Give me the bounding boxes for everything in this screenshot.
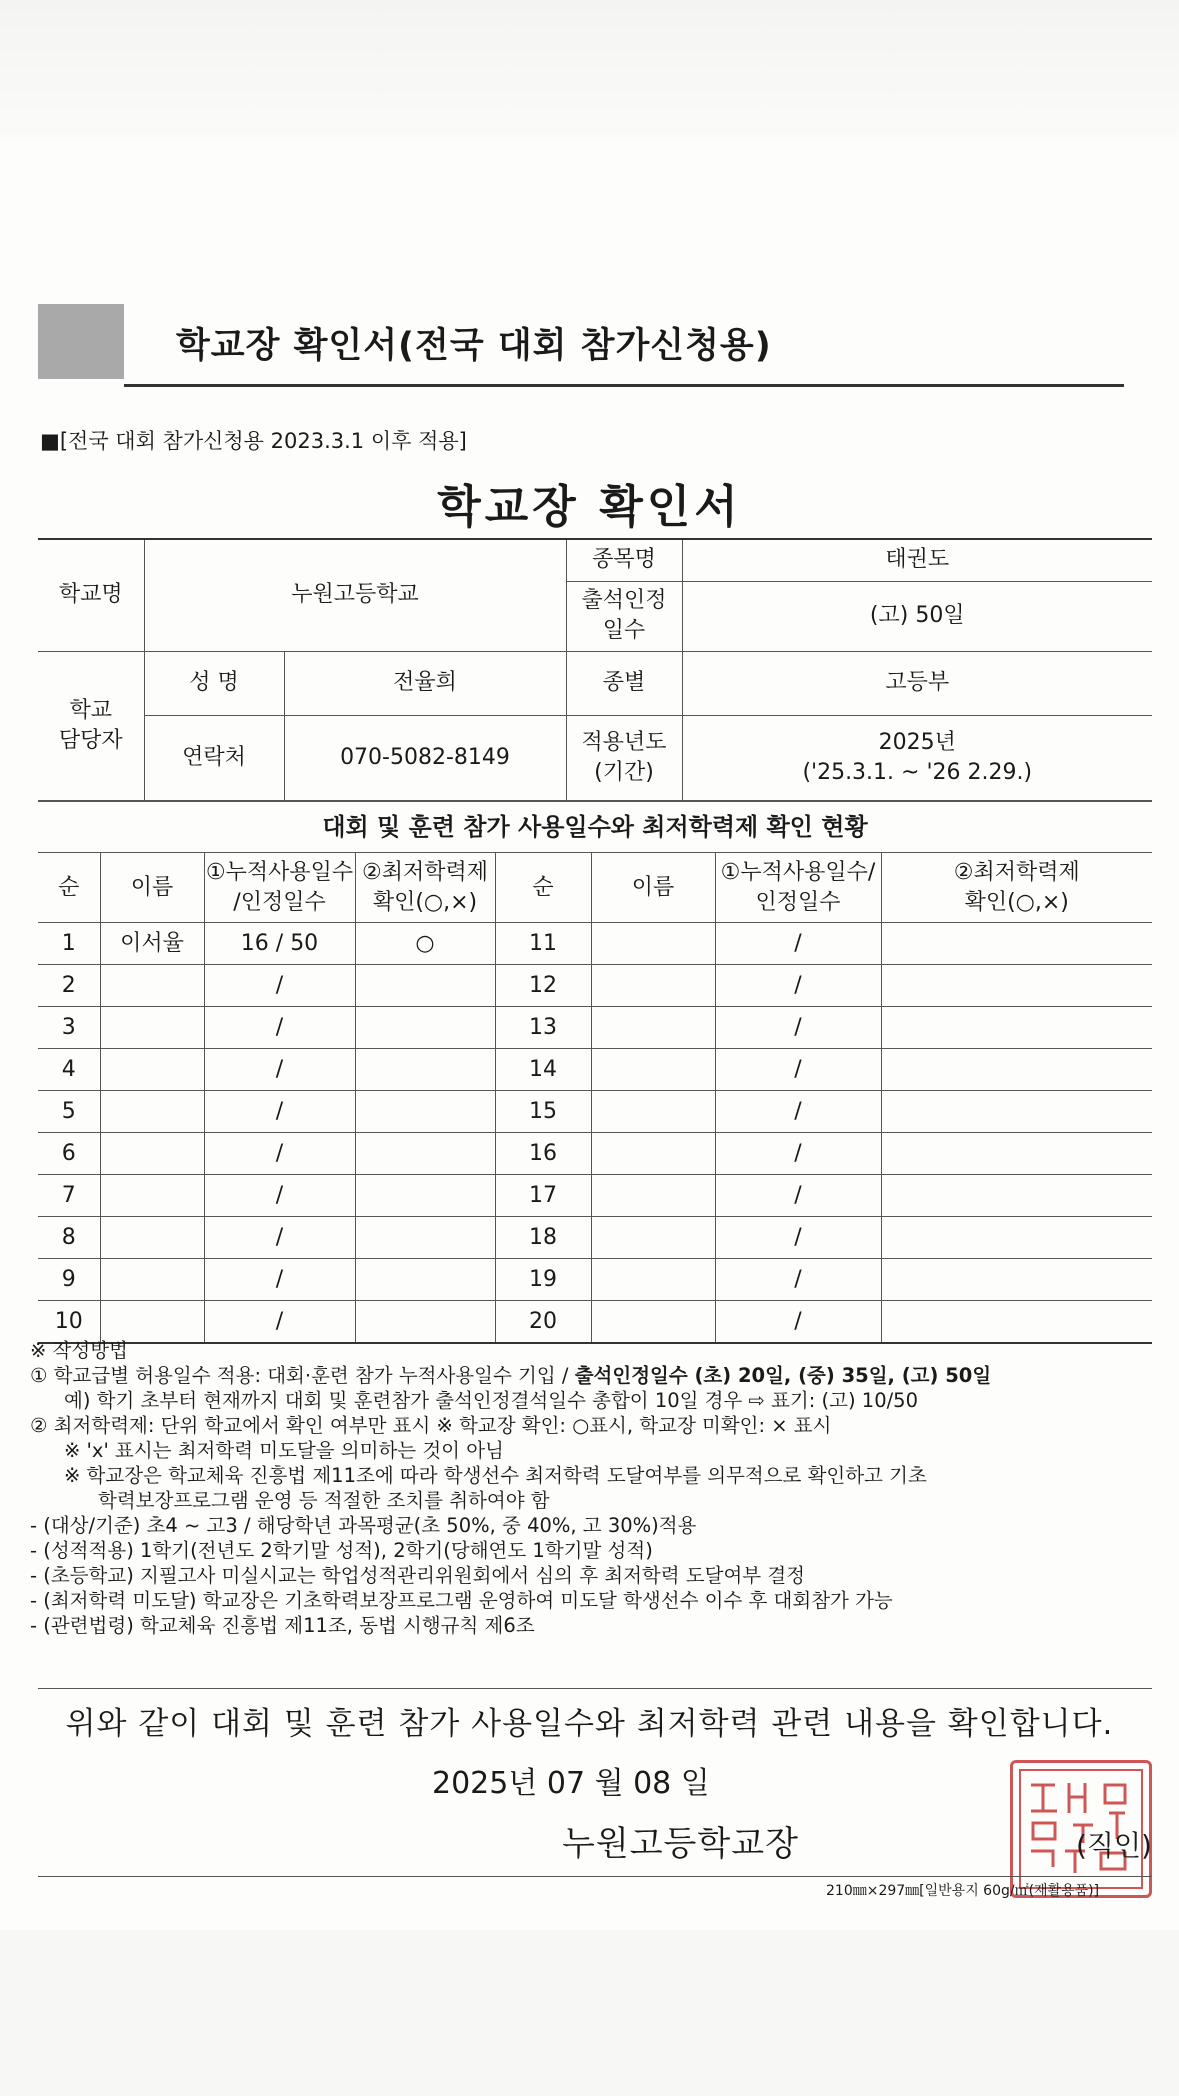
note-1: ① 학교급별 허용일수 적용: 대회·훈련 참가 누적사용일수 기입 / 출석인정일수 (초) 20일, (중) 35일, (고) 50일: [30, 1364, 992, 1387]
row-days-right: /: [715, 1301, 881, 1344]
col-days-right: ①누적사용일수/ 인정일수: [715, 853, 881, 923]
row-no-right: 16: [495, 1133, 591, 1175]
row-check-right: [881, 1091, 1152, 1133]
row-name-right: [591, 1175, 715, 1217]
row-no-left: 9: [38, 1259, 100, 1301]
table-row: [38, 1217, 1152, 1259]
row-name-left: [100, 1259, 204, 1301]
row-days-left: /: [204, 1133, 355, 1175]
row-check-right: [881, 1301, 1152, 1344]
row-name-left: [100, 1007, 204, 1049]
school-value: 누원고등학교: [144, 539, 566, 651]
row-no-right: 17: [495, 1175, 591, 1217]
year-value: 2025년 ('25.3.1. ~ '26 2.29.): [682, 715, 1152, 801]
row-name-right: [591, 1301, 715, 1344]
row-no-right: 18: [495, 1217, 591, 1259]
row-check-right: [881, 923, 1152, 965]
col-name-left: 이름: [100, 853, 204, 923]
row-days-left: /: [204, 1217, 355, 1259]
row-no-left: 2: [38, 965, 100, 1007]
row-days-left: /: [204, 1175, 355, 1217]
footer-rule: [38, 1876, 1152, 1877]
event-value: 태권도: [682, 539, 1152, 581]
notes-rule: [38, 1688, 1152, 1689]
row-check-left: [355, 1091, 495, 1133]
row-no-left: 5: [38, 1091, 100, 1133]
col-no-right: 순: [495, 853, 591, 923]
detail-4: - (최저학력 미도달) 학교장은 기초학력보장프로그램 운영하여 미도달 학생선수 이수 후 대회참가 가능: [30, 1589, 893, 1612]
col-check-right: ②최저학력제 확인(○,×): [881, 853, 1152, 923]
row-days-left: /: [204, 1049, 355, 1091]
row-days-right: /: [715, 923, 881, 965]
row-no-right: 14: [495, 1049, 591, 1091]
row-name-right: [591, 1133, 715, 1175]
row-days-right: /: [715, 1175, 881, 1217]
attendance-label: 출석인정 일수: [566, 581, 682, 651]
note-2-x: ※ 'x' 표시는 최저학력 미도달을 의미하는 것이 아님: [64, 1439, 504, 1462]
row-days-right: /: [715, 1091, 881, 1133]
table-row: [38, 965, 1152, 1007]
table-row: [38, 1259, 1152, 1301]
row-check-right: [881, 1007, 1152, 1049]
row-name-left: [100, 1049, 204, 1091]
note-2-law-2: 학력보장프로그램 운영 등 적절한 조치를 취하여야 함: [98, 1489, 550, 1512]
row-days-right: /: [715, 1259, 881, 1301]
row-check-left: ○: [355, 923, 495, 965]
issue-date: 2025년 07 월 08 일: [432, 1766, 710, 1801]
school-label: 학교명: [38, 539, 144, 651]
row-name-right: [591, 1217, 715, 1259]
row-no-right: 11: [495, 923, 591, 965]
row-name-right: [591, 1007, 715, 1049]
row-name-left: [100, 1301, 204, 1344]
table-row: [38, 1175, 1152, 1217]
col-name-right: 이름: [591, 853, 715, 923]
col-no-left: 순: [38, 853, 100, 923]
row-name-left: [100, 965, 204, 1007]
row-name-right: [591, 1091, 715, 1133]
row-name-left: [100, 1091, 204, 1133]
table-row: [38, 923, 1152, 965]
name-value: 전율희: [284, 651, 566, 715]
row-name-right: [591, 923, 715, 965]
info-table: [38, 538, 1152, 802]
banner-title: 학교장 확인서(전국 대회 참가신청용): [176, 326, 772, 366]
row-no-left: 1: [38, 923, 100, 965]
detail-5: - (관련법령) 학교체육 진흥법 제11조, 동법 시행규칙 제6조: [30, 1614, 535, 1637]
header-gray-box: [38, 304, 124, 379]
row-name-left: [100, 1175, 204, 1217]
table-row: [38, 1133, 1152, 1175]
row-name-left: 이서율: [100, 923, 204, 965]
scan-margin-top: [0, 0, 1179, 140]
row-name-right: [591, 1049, 715, 1091]
row-days-right: /: [715, 1007, 881, 1049]
detail-1: - (대상/기준) 초4 ~ 고3 / 해당학년 과목평균(초 50%, 중 40%, 고 30%)적용: [30, 1514, 697, 1537]
row-no-left: 6: [38, 1133, 100, 1175]
paper-spec-footer: 210㎜×297㎜[일반용지 60g/㎡(재활용품)]: [826, 1883, 1100, 1899]
name-label: 성 명: [144, 651, 284, 715]
row-check-right: [881, 1259, 1152, 1301]
row-days-left: 16 / 50: [204, 923, 355, 965]
row-no-right: 20: [495, 1301, 591, 1344]
seal-label: (직인): [1076, 1829, 1152, 1862]
principal-name: 누원고등학교장: [562, 1824, 799, 1864]
row-no-left: 4: [38, 1049, 100, 1091]
row-name-right: [591, 1259, 715, 1301]
event-label: 종목명: [566, 539, 682, 581]
note-2: ② 최저학력제: 단위 학교에서 확인 여부만 표시 ※ 학교장 확인: ○표시, 학교장 미확인: × 표시: [30, 1414, 832, 1437]
row-check-left: [355, 1301, 495, 1344]
row-name-right: [591, 965, 715, 1007]
row-check-left: [355, 965, 495, 1007]
status-header-row: [38, 853, 1152, 923]
document-title: 학교장 확인서: [437, 480, 742, 533]
row-no-left: 7: [38, 1175, 100, 1217]
writing-instructions: [30, 1338, 1155, 1638]
status-title: 대회 및 훈련 참가 사용일수와 최저학력제 확인 현황: [38, 800, 1152, 853]
row-days-left: /: [204, 1007, 355, 1049]
application-note: ■[전국 대회 참가신청용 2023.3.1 이후 적용]: [40, 429, 467, 453]
row-days-left: /: [204, 1301, 355, 1344]
row-no-right: 12: [495, 965, 591, 1007]
row-check-left: [355, 1007, 495, 1049]
row-no-left: 3: [38, 1007, 100, 1049]
row-check-right: [881, 1133, 1152, 1175]
scan-margin-bottom: [0, 1930, 1179, 2096]
notes-heading: ※ 작성방법: [30, 1339, 128, 1362]
row-days-right: /: [715, 965, 881, 1007]
row-check-right: [881, 965, 1152, 1007]
detail-3: - (초등학교) 지필고사 미실시교는 학업성적관리위원회에서 심의 후 최저학력 도달여부 결정: [30, 1564, 806, 1587]
note-1-example: 예) 학기 초부터 현재까지 대회 및 훈련참가 출석인정결석일수 총합이 10일 경우 ⇨ 표기: (고) 10/50: [64, 1389, 918, 1412]
table-row: [38, 1049, 1152, 1091]
row-days-right: /: [715, 1049, 881, 1091]
note-2-law-1: ※ 학교장은 학교체육 진흥법 제11조에 따라 학생선수 최저학력 도달여부를 의무적으로 확인하고 기초: [64, 1464, 927, 1487]
row-days-right: /: [715, 1133, 881, 1175]
col-days-left: ①누적사용일수 /인정일수: [204, 853, 355, 923]
row-no-right: 19: [495, 1259, 591, 1301]
confirmation-statement: 위와 같이 대회 및 훈련 참가 사용일수와 최저학력 관련 내용을 확인합니다.: [65, 1706, 1114, 1742]
row-check-left: [355, 1217, 495, 1259]
row-check-right: [881, 1217, 1152, 1259]
row-days-left: /: [204, 1259, 355, 1301]
row-check-right: [881, 1049, 1152, 1091]
row-check-right: [881, 1175, 1152, 1217]
row-check-left: [355, 1133, 495, 1175]
division-label: 종별: [566, 651, 682, 715]
header-rule: [124, 384, 1124, 387]
row-days-left: /: [204, 965, 355, 1007]
contact-value: 070-5082-8149: [284, 715, 566, 801]
row-no-left: 8: [38, 1217, 100, 1259]
table-row: [38, 1301, 1152, 1344]
row-no-left: 10: [38, 1301, 100, 1344]
row-days-right: /: [715, 1217, 881, 1259]
row-check-left: [355, 1049, 495, 1091]
col-check-left: ②최저학력제 확인(○,×): [355, 853, 495, 923]
row-check-left: [355, 1259, 495, 1301]
division-value: 고등부: [682, 651, 1152, 715]
row-no-right: 13: [495, 1007, 591, 1049]
staff-label: 학교 담당자: [38, 651, 144, 801]
table-row: [38, 1091, 1152, 1133]
row-name-left: [100, 1217, 204, 1259]
row-name-left: [100, 1133, 204, 1175]
row-check-left: [355, 1175, 495, 1217]
detail-2: - (성적적용) 1학기(전년도 2학기말 성적), 2학기(당해연도 1학기말 성적): [30, 1539, 653, 1562]
attendance-value: (고) 50일: [682, 581, 1152, 651]
table-row: [38, 1007, 1152, 1049]
row-no-right: 15: [495, 1091, 591, 1133]
year-label: 적용년도 (기간): [566, 715, 682, 801]
status-table: [38, 852, 1152, 1344]
row-days-left: /: [204, 1091, 355, 1133]
contact-label: 연락처: [144, 715, 284, 801]
